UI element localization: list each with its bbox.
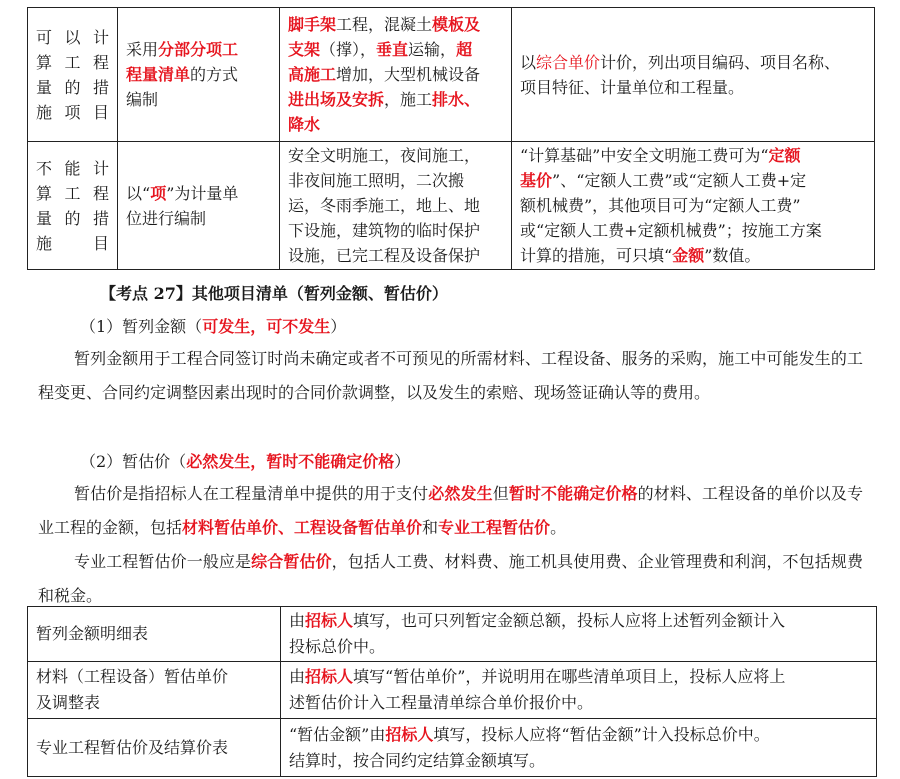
- text-run: 材料（工程设备）暂估单价: [36, 667, 229, 686]
- text-run: 运输，: [408, 40, 457, 59]
- highlight-text: 招标人: [305, 611, 354, 630]
- form-desc-cell: [281, 719, 877, 777]
- highlight-text: 金额: [672, 246, 705, 265]
- paragraph-provisional-sum: [38, 342, 863, 410]
- highlight-text: 定额: [768, 146, 801, 165]
- measures-table: [27, 7, 875, 270]
- text-run: （1）暂列金额（: [80, 317, 203, 336]
- text-run: 计算的措施，可只填“: [520, 246, 673, 265]
- text-run: 的方式: [190, 65, 239, 84]
- text-run: 安全文明施工，夜间施工，: [288, 146, 481, 165]
- text-line: 施目: [36, 233, 109, 253]
- text-line: [288, 62, 503, 87]
- text-line: [36, 621, 272, 647]
- text-run: 以“: [126, 183, 151, 203]
- text-run: “计算基础”中安全文明施工费可为“: [520, 146, 769, 165]
- text-run: “暂估金额”由: [289, 724, 386, 744]
- text-run: 设施，已完工程及设备保护: [288, 246, 481, 265]
- text-run: 填写“暂估单价”，并说明用在哪些清单项目上，投标人应将上: [353, 667, 786, 686]
- highlight-text: 必然发生: [428, 484, 493, 503]
- text-line: [288, 12, 503, 37]
- text-run: 非夜间施工照明，二次搬: [288, 171, 465, 190]
- forms-table: [27, 606, 877, 777]
- text-run: 述暂估价计入工程量清单综合单价报价中。: [289, 693, 594, 712]
- text-line: [126, 87, 271, 112]
- text-line: 量的措: [36, 208, 109, 228]
- highlight-text: 分部分项工: [158, 40, 239, 59]
- text-line: [289, 608, 868, 634]
- text-line: [126, 62, 271, 87]
- text-line: [126, 206, 271, 231]
- paragraph-professional-estimate: [38, 545, 863, 613]
- form-name-cell: [28, 607, 281, 662]
- text-run: 或“定额人工费+定额机械费”；按施工方案: [520, 221, 822, 240]
- text-run: 及调整表: [36, 693, 101, 712]
- text-line: [288, 193, 503, 218]
- form-name-cell: [28, 719, 281, 777]
- measure-type-cell: [28, 142, 118, 270]
- highlight-text: 综合暂估价: [251, 552, 332, 571]
- text-line: [36, 735, 272, 761]
- text-run: 和: [422, 518, 439, 537]
- text-run: ）: [394, 452, 411, 471]
- text-line: [289, 748, 868, 774]
- text-run: 工程，混凝土: [336, 15, 433, 34]
- text-line: 不能计: [36, 158, 109, 178]
- text-run: 增加，大型机械设备: [336, 65, 481, 84]
- text-run: 但: [492, 484, 509, 503]
- table-row: [28, 142, 875, 270]
- table-row: [28, 607, 877, 662]
- highlight-text: 垂直: [376, 40, 409, 59]
- pricing-note-cell: [512, 142, 875, 270]
- text-run: 由: [289, 611, 306, 630]
- text-run: 填写，也可只列暂定金额总额，投标人应将上述暂列金额计入: [353, 611, 786, 630]
- text-line: [36, 690, 272, 716]
- form-name-cell: [28, 662, 281, 719]
- text-line: [126, 181, 271, 206]
- text-run: 。: [550, 518, 567, 537]
- text-line: 算工程: [36, 52, 109, 72]
- highlight-text: 脚手架: [288, 15, 337, 34]
- text-run: ”、“定额人工费”或“定额人工费+定: [552, 171, 807, 190]
- text-run: ”数值。: [704, 246, 761, 265]
- highlight-text: 降水: [288, 115, 321, 134]
- highlight-text: 综合单价: [536, 52, 601, 72]
- text-line: [520, 218, 866, 243]
- compile-method-cell: [118, 142, 280, 270]
- subheading-provisional-price: [80, 449, 410, 475]
- text-run: 专业工程暂估价及结算价表: [36, 737, 229, 757]
- text-line: [520, 75, 866, 100]
- text-line: 可以计: [36, 27, 109, 47]
- form-desc-cell: [281, 662, 877, 719]
- text-run: 结算时，按合同约定结算金额填写。: [289, 750, 546, 770]
- highlight-text: 招标人: [305, 667, 354, 686]
- measure-type-cell: [28, 8, 118, 142]
- highlight-text: 必然发生，暂时不能确定价格: [186, 452, 395, 471]
- text-line: 施项目: [36, 102, 109, 122]
- compile-method-cell: [118, 8, 280, 142]
- example-items-cell: [280, 8, 512, 142]
- highlight-text: 超: [456, 40, 473, 59]
- text-line: [289, 690, 868, 716]
- text-run: ，包括人工费、材料费、施工机具使用费、企业管理费和利润，不包括规费和税金。: [38, 552, 863, 605]
- paragraph-provisional-price: [38, 477, 863, 545]
- text-line: [520, 168, 866, 193]
- highlight-text: 支架: [288, 40, 321, 59]
- text-run: （2）暂估价（: [80, 452, 187, 471]
- highlight-text: 排水、: [432, 90, 481, 109]
- text-run: 以: [520, 52, 537, 72]
- highlight-text: 招标人: [385, 724, 434, 744]
- highlight-text: 暂时不能确定价格: [508, 484, 638, 503]
- subheading-provisional-sum: [80, 314, 346, 340]
- highlight-text: 模板及: [432, 15, 481, 34]
- text-run: ，施工: [384, 90, 433, 109]
- text-run: 投标总价中。: [289, 637, 386, 656]
- highlight-text: 进出场及安拆: [288, 90, 385, 109]
- text-run: 下设施，建筑物的临时保护: [288, 221, 481, 240]
- highlight-text: 可发生，可不发生: [202, 317, 331, 336]
- form-desc-cell: [281, 607, 877, 662]
- text-run: 计价，列出项目编码、项目名称、: [600, 52, 841, 72]
- text-line: [520, 193, 866, 218]
- text-line: 量的措: [36, 77, 109, 97]
- section-heading: 【考点 27】其他项目清单（暂列金额、暂估价）: [100, 284, 448, 303]
- text-run: 暂估价是指招标人在工程量清单中提供的用于支付: [74, 484, 429, 503]
- text-line: [288, 87, 503, 112]
- text-line: [289, 664, 868, 690]
- text-line: [288, 37, 503, 62]
- highlight-text: 专业工程暂估价: [438, 518, 551, 537]
- table-row: [28, 719, 877, 777]
- text-line: [520, 243, 866, 268]
- highlight-text: 项: [150, 183, 167, 203]
- text-line: [289, 722, 868, 748]
- text-run: 暂列金额用于工程合同签订时尚未确定或者不可预见的所需材料、工程设备、服务的采购，施工中可能发生的工程变更、合同约定调整因素出现时的合同价款调整，以及发生的索赔、现场签证确认等的费用。: [38, 349, 863, 402]
- highlight-text: 基价: [520, 171, 553, 190]
- text-run: ）: [330, 317, 347, 336]
- pricing-note-cell: [512, 8, 875, 142]
- highlight-text: 材料暂估单价、工程设备暂估单价: [182, 518, 423, 537]
- text-line: [288, 243, 503, 268]
- text-line: [288, 218, 503, 243]
- text-line: [288, 112, 503, 137]
- text-line: [289, 634, 868, 660]
- text-run: 由: [289, 667, 306, 686]
- text-line: [36, 664, 272, 690]
- text-line: [288, 168, 503, 193]
- text-line: [288, 143, 503, 168]
- text-line: 算工程: [36, 183, 109, 203]
- text-run: （撑），: [320, 40, 377, 59]
- text-run: 采用: [126, 40, 159, 59]
- text-line: [520, 143, 866, 168]
- table-row: [28, 662, 877, 719]
- text-line: [126, 37, 271, 62]
- text-run: 项目特征、计量单位和工程量。: [520, 77, 745, 97]
- text-line: [520, 50, 866, 75]
- example-items-cell: [280, 142, 512, 270]
- text-run: 编制: [126, 90, 159, 109]
- text-run: 位进行编制: [126, 208, 207, 228]
- text-run: 暂列金额明细表: [36, 624, 149, 643]
- highlight-text: 高施工: [288, 65, 337, 84]
- text-run: 填写，投标人应将“暂估金额”计入投标总价中。: [433, 724, 770, 744]
- text-run: 额机械费”，其他项目可为“定额人工费”: [520, 196, 801, 215]
- text-run: 的材料、工程设备的单价以及专业工程的金额，包括: [38, 484, 863, 537]
- text-run: ”为计量单: [166, 183, 239, 203]
- highlight-text: 程量清单: [126, 65, 191, 84]
- text-run: 运，冬雨季施工，地上、地: [288, 196, 481, 215]
- table-row: [28, 8, 875, 142]
- text-run: 专业工程暂估价一般应是: [74, 552, 252, 571]
